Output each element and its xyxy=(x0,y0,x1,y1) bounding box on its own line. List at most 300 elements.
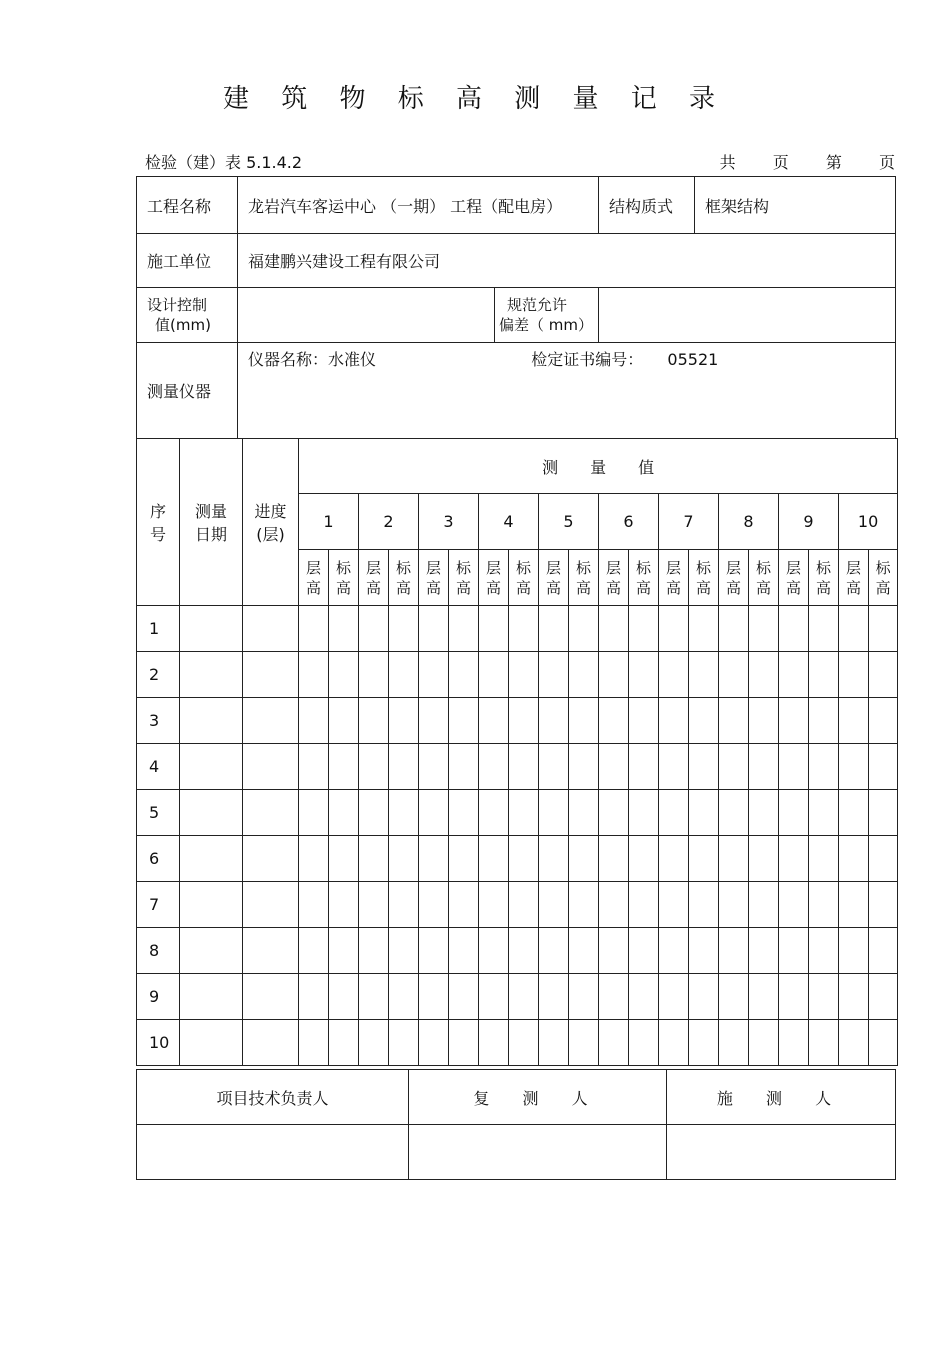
table-cell xyxy=(539,1020,569,1066)
tech-lead-label: 项目技术负责人 xyxy=(137,1070,409,1125)
floor-height-label xyxy=(839,550,869,606)
table-cell xyxy=(509,744,539,790)
table-cell xyxy=(869,698,898,744)
table-cell xyxy=(749,1020,779,1066)
table-cell xyxy=(509,606,539,652)
table-cell xyxy=(569,790,599,836)
table-cell xyxy=(243,744,299,790)
floor-height-label xyxy=(539,550,569,606)
table-row xyxy=(137,882,898,928)
table-cell xyxy=(839,606,869,652)
table-cell xyxy=(599,1020,629,1066)
floor-height-label-1: 层 xyxy=(785,558,801,577)
table-cell xyxy=(569,974,599,1020)
table-cell xyxy=(689,790,719,836)
table-cell xyxy=(809,606,839,652)
table-cell xyxy=(779,836,809,882)
table-cell xyxy=(809,652,839,698)
table-cell xyxy=(869,744,898,790)
floor-height-label-2: 高 xyxy=(665,578,681,597)
table-cell xyxy=(180,836,243,882)
table-cell xyxy=(809,790,839,836)
table-cell xyxy=(569,836,599,882)
table-cell xyxy=(359,974,389,1020)
row-number: 5 xyxy=(137,790,180,836)
table-cell xyxy=(539,790,569,836)
table-cell xyxy=(719,652,749,698)
table-cell xyxy=(779,974,809,1020)
table-cell xyxy=(243,606,299,652)
table-cell xyxy=(749,744,779,790)
table-cell xyxy=(659,698,689,744)
elevation-label xyxy=(449,550,479,606)
table-row xyxy=(137,606,898,652)
elevation-label-2: 高 xyxy=(335,578,351,597)
structure-label: 结构质式 xyxy=(599,177,695,234)
table-cell xyxy=(419,606,449,652)
table-cell xyxy=(299,698,329,744)
elevation-label-2: 高 xyxy=(515,578,531,597)
elevation-label-1: 标 xyxy=(395,558,411,577)
table-cell xyxy=(419,744,449,790)
table-cell xyxy=(839,698,869,744)
col-date-2: 日期 xyxy=(194,525,227,544)
row-number: 3 xyxy=(137,698,180,744)
floor-height-label xyxy=(719,550,749,606)
floor-height-label-2: 高 xyxy=(725,578,741,597)
table-cell xyxy=(779,652,809,698)
table-cell xyxy=(180,744,243,790)
table-cell xyxy=(629,836,659,882)
table-cell xyxy=(659,974,689,1020)
table-cell xyxy=(749,974,779,1020)
table-cell xyxy=(449,698,479,744)
table-cell xyxy=(479,928,509,974)
table-cell xyxy=(629,928,659,974)
elevation-label xyxy=(509,550,539,606)
elevation-label-1: 标 xyxy=(875,558,891,577)
table-cell xyxy=(449,836,479,882)
table-cell xyxy=(659,836,689,882)
table-cell xyxy=(749,652,779,698)
table-cell xyxy=(809,836,839,882)
col-progress-2: (层) xyxy=(256,525,285,544)
table-cell xyxy=(719,744,749,790)
floor-height-label-2: 高 xyxy=(305,578,321,597)
surveyor-label: 施 测 人 xyxy=(667,1070,896,1125)
table-cell xyxy=(243,836,299,882)
table-cell xyxy=(719,974,749,1020)
table-cell xyxy=(749,606,779,652)
floor-height-label xyxy=(299,550,329,606)
instrument-name: 仪器名称：水准仪 xyxy=(248,350,377,369)
table-cell xyxy=(569,928,599,974)
table-cell xyxy=(779,744,809,790)
table-cell xyxy=(419,698,449,744)
table-row xyxy=(137,928,898,974)
table-cell xyxy=(599,974,629,1020)
table-cell xyxy=(599,698,629,744)
table-cell xyxy=(449,652,479,698)
table-cell xyxy=(359,1020,389,1066)
form-id: 检验（建）表 5.1.4.2 xyxy=(145,153,303,172)
table-cell xyxy=(539,698,569,744)
elevation-label xyxy=(329,550,359,606)
floor-height-label-2: 高 xyxy=(365,578,381,597)
table-cell xyxy=(689,836,719,882)
tolerance-label xyxy=(495,288,599,343)
table-cell xyxy=(359,882,389,928)
table-row xyxy=(137,974,898,1020)
table-cell xyxy=(389,652,419,698)
table-cell xyxy=(299,652,329,698)
floor-height-label-1: 层 xyxy=(545,558,561,577)
point-number: 6 xyxy=(599,494,659,550)
elevation-label-2: 高 xyxy=(695,578,711,597)
col-date-1: 测量 xyxy=(194,502,227,521)
elevation-label-1: 标 xyxy=(575,558,591,577)
table-cell xyxy=(839,744,869,790)
rechecker-signature xyxy=(409,1125,667,1180)
table-cell xyxy=(719,606,749,652)
measured-values-header: 测 量 值 xyxy=(299,439,898,494)
row-number: 7 xyxy=(137,882,180,928)
table-cell xyxy=(839,928,869,974)
row-number: 9 xyxy=(137,974,180,1020)
table-cell xyxy=(809,1020,839,1066)
table-cell xyxy=(569,744,599,790)
table-cell xyxy=(629,974,659,1020)
table-cell xyxy=(839,974,869,1020)
page-label-2: 页 xyxy=(878,153,895,172)
floor-height-label-1: 层 xyxy=(485,558,501,577)
table-cell xyxy=(629,652,659,698)
table-cell xyxy=(569,652,599,698)
table-row xyxy=(137,744,898,790)
elevation-label-2: 高 xyxy=(635,578,651,597)
table-row xyxy=(137,836,898,882)
rechecker-label: 复 测 人 xyxy=(409,1070,667,1125)
table-cell xyxy=(243,698,299,744)
table-cell xyxy=(719,1020,749,1066)
table-cell xyxy=(243,882,299,928)
row-number: 2 xyxy=(137,652,180,698)
table-cell xyxy=(779,790,809,836)
structure-value: 框架结构 xyxy=(695,177,896,234)
table-cell xyxy=(359,744,389,790)
table-cell xyxy=(449,974,479,1020)
table-cell xyxy=(539,882,569,928)
surveyor-signature xyxy=(667,1125,896,1180)
table-cell xyxy=(779,882,809,928)
floor-height-label-2: 高 xyxy=(425,578,441,597)
table-cell xyxy=(299,836,329,882)
table-cell xyxy=(689,652,719,698)
table-cell xyxy=(839,652,869,698)
floor-height-label-2: 高 xyxy=(485,578,501,597)
table-cell xyxy=(449,928,479,974)
table-cell xyxy=(299,974,329,1020)
tolerance-value-field xyxy=(599,288,896,343)
elevation-label-1: 标 xyxy=(455,558,471,577)
table-cell xyxy=(869,882,898,928)
floor-height-label xyxy=(479,550,509,606)
table-cell xyxy=(869,790,898,836)
table-cell xyxy=(869,1020,898,1066)
table-cell xyxy=(479,744,509,790)
elevation-label xyxy=(569,550,599,606)
tech-lead-signature xyxy=(137,1125,409,1180)
table-cell xyxy=(329,606,359,652)
elevation-label xyxy=(629,550,659,606)
table-cell xyxy=(479,836,509,882)
table-cell xyxy=(479,882,509,928)
elevation-label-1: 标 xyxy=(815,558,831,577)
elevation-label-1: 标 xyxy=(515,558,531,577)
table-cell xyxy=(689,606,719,652)
point-number: 4 xyxy=(479,494,539,550)
table-cell xyxy=(689,1020,719,1066)
elevation-label xyxy=(389,550,419,606)
table-cell xyxy=(299,744,329,790)
floor-height-label-1: 层 xyxy=(305,558,321,577)
table-cell xyxy=(839,790,869,836)
table-cell xyxy=(359,836,389,882)
table-cell xyxy=(419,836,449,882)
table-cell xyxy=(659,1020,689,1066)
row-number: 8 xyxy=(137,928,180,974)
table-cell xyxy=(180,606,243,652)
floor-height-label-1: 层 xyxy=(665,558,681,577)
contractor-value: 福建鹏兴建设工程有限公司 xyxy=(238,234,896,288)
tolerance-label-line-1: 规范允许 xyxy=(507,296,568,314)
table-cell xyxy=(809,698,839,744)
table-row xyxy=(137,1020,898,1066)
signature-table xyxy=(136,1069,896,1180)
table-cell xyxy=(809,928,839,974)
table-cell xyxy=(449,790,479,836)
elevation-label xyxy=(749,550,779,606)
table-cell xyxy=(329,652,359,698)
table-cell xyxy=(719,928,749,974)
table-cell xyxy=(389,698,419,744)
table-cell xyxy=(719,836,749,882)
table-cell xyxy=(299,790,329,836)
table-cell xyxy=(329,928,359,974)
page-info xyxy=(720,150,895,173)
table-cell xyxy=(809,744,839,790)
row-number: 1 xyxy=(137,606,180,652)
table-cell xyxy=(659,744,689,790)
table-cell xyxy=(243,1020,299,1066)
document-title: 建 筑 物 标 高 测 量 记 录 xyxy=(222,84,728,114)
point-number: 9 xyxy=(779,494,839,550)
table-cell xyxy=(839,882,869,928)
table-cell xyxy=(629,1020,659,1066)
table-cell xyxy=(809,974,839,1020)
table-cell xyxy=(419,1020,449,1066)
table-cell xyxy=(749,698,779,744)
instrument-info xyxy=(238,343,896,439)
table-cell xyxy=(509,974,539,1020)
table-cell xyxy=(479,974,509,1020)
table-cell xyxy=(569,1020,599,1066)
project-name-label: 工程名称 xyxy=(137,177,238,234)
table-cell xyxy=(869,836,898,882)
elevation-label-2: 高 xyxy=(455,578,471,597)
elevation-label xyxy=(689,550,719,606)
table-cell xyxy=(180,698,243,744)
row-number: 10 xyxy=(137,1020,180,1066)
table-cell xyxy=(599,652,629,698)
table-cell xyxy=(839,836,869,882)
floor-height-label xyxy=(779,550,809,606)
row-number: 4 xyxy=(137,744,180,790)
table-cell xyxy=(539,836,569,882)
row-number: 6 xyxy=(137,836,180,882)
table-cell xyxy=(180,974,243,1020)
table-cell xyxy=(479,652,509,698)
table-cell xyxy=(719,882,749,928)
floor-height-label xyxy=(419,550,449,606)
table-cell xyxy=(389,882,419,928)
table-cell xyxy=(329,882,359,928)
floor-height-label-1: 层 xyxy=(725,558,741,577)
table-cell xyxy=(749,928,779,974)
table-cell xyxy=(359,790,389,836)
design-value-label xyxy=(137,288,238,343)
floor-height-label-2: 高 xyxy=(605,578,621,597)
floor-height-label-2: 高 xyxy=(785,578,801,597)
table-cell xyxy=(419,652,449,698)
floor-height-label-2: 高 xyxy=(845,578,861,597)
point-number: 5 xyxy=(539,494,599,550)
table-cell xyxy=(509,928,539,974)
table-cell xyxy=(243,790,299,836)
elevation-label-2: 高 xyxy=(575,578,591,597)
elevation-label xyxy=(809,550,839,606)
certificate-label: 检定证书编号： xyxy=(531,350,644,369)
floor-height-label xyxy=(599,550,629,606)
table-cell xyxy=(479,790,509,836)
point-number: 3 xyxy=(419,494,479,550)
table-cell xyxy=(779,928,809,974)
design-value-field xyxy=(238,288,495,343)
project-name-value: 龙岩汽车客运中心 （一期） 工程（配电房） xyxy=(238,177,599,234)
table-cell xyxy=(359,698,389,744)
table-cell xyxy=(479,606,509,652)
project-info-table xyxy=(136,176,896,439)
table-cell xyxy=(180,882,243,928)
table-cell xyxy=(389,974,419,1020)
table-cell xyxy=(779,1020,809,1066)
table-cell xyxy=(539,744,569,790)
point-number: 1 xyxy=(299,494,359,550)
table-cell xyxy=(749,790,779,836)
table-cell xyxy=(243,928,299,974)
table-cell xyxy=(180,652,243,698)
table-cell xyxy=(419,882,449,928)
table-cell xyxy=(569,698,599,744)
floor-height-label-1: 层 xyxy=(845,558,861,577)
table-cell xyxy=(449,744,479,790)
design-label-line-2: 值(mm) xyxy=(155,316,211,334)
table-cell xyxy=(299,928,329,974)
table-cell xyxy=(689,744,719,790)
table-cell xyxy=(449,882,479,928)
floor-height-label xyxy=(359,550,389,606)
col-progress-header xyxy=(243,439,299,606)
table-cell xyxy=(629,790,659,836)
point-number: 8 xyxy=(719,494,779,550)
table-cell xyxy=(629,606,659,652)
table-cell xyxy=(329,698,359,744)
table-cell xyxy=(659,928,689,974)
table-cell xyxy=(779,698,809,744)
table-row xyxy=(137,790,898,836)
table-cell xyxy=(809,882,839,928)
elevation-label-1: 标 xyxy=(635,558,651,577)
table-cell xyxy=(569,606,599,652)
table-cell xyxy=(599,790,629,836)
table-cell xyxy=(389,836,419,882)
table-cell xyxy=(449,606,479,652)
col-seq-2: 号 xyxy=(149,525,166,544)
table-cell xyxy=(329,836,359,882)
table-cell xyxy=(659,652,689,698)
table-cell xyxy=(389,1020,419,1066)
floor-height-label-2: 高 xyxy=(545,578,561,597)
elevation-label-1: 标 xyxy=(755,558,771,577)
table-cell xyxy=(599,882,629,928)
floor-height-label xyxy=(659,550,689,606)
elevation-label-2: 高 xyxy=(395,578,411,597)
page-nth-label: 第 xyxy=(825,153,842,172)
table-cell xyxy=(389,790,419,836)
table-cell xyxy=(689,974,719,1020)
table-cell xyxy=(389,606,419,652)
table-cell xyxy=(359,652,389,698)
floor-height-label-1: 层 xyxy=(365,558,381,577)
table-cell xyxy=(359,928,389,974)
table-cell xyxy=(689,882,719,928)
table-cell xyxy=(329,744,359,790)
table-cell xyxy=(509,882,539,928)
point-number: 2 xyxy=(359,494,419,550)
table-cell xyxy=(869,606,898,652)
table-cell xyxy=(869,974,898,1020)
elevation-label-1: 标 xyxy=(335,558,351,577)
table-cell xyxy=(389,928,419,974)
floor-height-label-1: 层 xyxy=(605,558,621,577)
table-cell xyxy=(509,836,539,882)
table-cell xyxy=(329,974,359,1020)
table-cell xyxy=(419,790,449,836)
table-cell xyxy=(509,698,539,744)
page-label: 页 xyxy=(772,153,789,172)
table-cell xyxy=(539,928,569,974)
table-cell xyxy=(329,1020,359,1066)
table-cell xyxy=(599,928,629,974)
table-cell xyxy=(629,744,659,790)
elevation-label-1: 标 xyxy=(695,558,711,577)
table-row xyxy=(137,698,898,744)
table-cell xyxy=(569,882,599,928)
point-number: 7 xyxy=(659,494,719,550)
elevation-label-2: 高 xyxy=(875,578,891,597)
instrument-label: 测量仪器 xyxy=(137,343,238,439)
table-cell xyxy=(299,882,329,928)
